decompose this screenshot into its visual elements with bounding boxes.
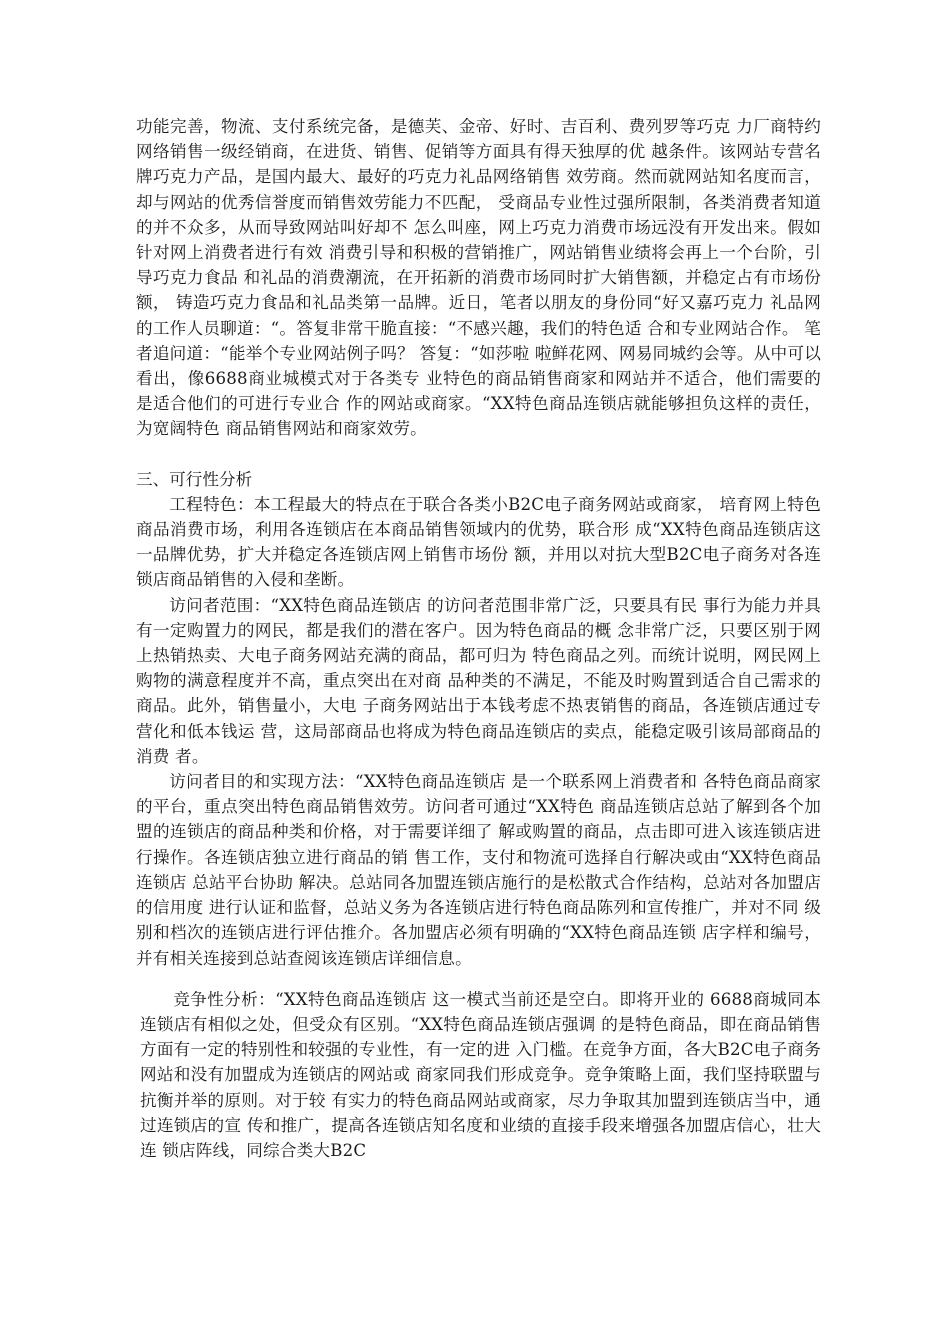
visitor-scope-paragraph: 访问者范围：“XX特色商品连锁店 的访问者范围非常广泛，只要具有民 事行为能力并具有一定购置力的网民，都是我们的潜在客户。因为特色商品的概 念非常广泛，只要区别于网上热销热卖、大电子商务网站充满的商品，都可归为 特色商品之列。而统计说明，网民网上购物的满意程度并不高，重点突出在对商 品种类的不满足，不能及时购置到适合自己需求的商品。此外，销售量小，大电 子商务网站出于本钱考虑不热衷销售的商品，各连锁店通过专营化和低本钱运 营，这局部商品也将成为特色商品连锁店的卖点，能稳定吸引该局部商品的消费 者。 xyxy=(136,595,821,766)
section-heading-feasibility: 三、可行性分析 xyxy=(136,469,253,489)
project-feature-paragraph: 工程特色：本工程最大的特点在于联合各类小B2C电子商务网站或商家， 培育网上特色商品消费市场，利用各连锁店在本商品销售领域内的优势，联合形 成“XX特色商品连锁店这一品牌优势，扩大并稳定各连锁店网上销售市场份 额，并用以对抗大型B2C电子商务对各连锁店商品销售的入侵和垄断。 xyxy=(136,494,821,590)
document-page xyxy=(136,114,821,1163)
intro-paragraph: 功能完善，物流、支付系统完备，是德芙、金帝、好时、吉百利、费列罗等巧克 力厂商特约网络销售一级经销商，在进货、销售、促销等方面具有得天独厚的优 越条件。该网站专营名牌巧克力产品，是国内最大、最好的巧克力礼品网络销售 效劳商。然而就网站知名度而言，却与网站的优秀信誉度而销售效劳能力不匹配， 受商品专业性过强所限制，各类消费者知道的并不众多，从而导致网站叫好却不 怎么叫座，网上巧克力消费市场远没有开发出来。假如针对网上消费者进行有效 消费引导和积极的营销推广，网站销售业绩将会再上一个台阶，引导巧克力食品 和礼品的消费潮流，在开拓新的消费市场同时扩大销售额，并稳定占有市场份额， 铸造巧克力食品和礼品类第一品牌。近日，笔者以朋友的身份同“好又嘉巧克力 礼品网 的工作人员聊道：“。答复非常干脆直接：“不感兴趣，我们的特色适 合和专业网站合作。 笔者追问道：“能举个专业网站例子吗？ 答复：“如莎啦 啦鲜花网、网易同城约会等。从中可以看出，像6688商业城模式对于各类专 业特色的商品销售商家和网站并不适合，他们需要的是适合他们的可进行专业合 作的网站或商家。“XX特色商品连锁店就能够担负这样的责任，为宽阔特色 商品销售网站和商家效劳。 xyxy=(136,117,821,439)
competition-analysis-paragraph: 竞争性分析：“XX特色商品连锁店 这一模式当前还是空白。即将开业的 6688商城同本连锁店有相似之处，但受众有区别。“XX特色商品连锁店强调 的是特色商品，即在商品销售方面有一定的特别性和较强的专业性，有一定的进 入门槛。在竞争方面，各大B2C电子商务网站和没有加盟成为连锁店的网站或 商家同我们形成竞争。竞争策略上面，我们坚持联盟与抗衡并举的原则。对于较 有实力的特色商品网站或商家，尽力争取其加盟到连锁店当中，通过连锁店的宣 传和推广，提高各连锁店知名度和业绩的直接手段来增强各加盟店信心，壮大连 锁店阵线，同综合类大B2C xyxy=(140,989,821,1160)
visitor-purpose-paragraph: 访问者目的和实现方法：“XX特色商品连锁店 是一个联系网上消费者和 各特色商品商家的平台，重点突出特色商品销售效劳。访问者可通过“XX特色 商品连锁店总站了解到各个加盟的连锁店的商品种类和价格，对于需要详细了 解或购置的商品，点击即可进入该连锁店进行操作。各连锁店独立进行商品的销 售工作，支付和物流可选择自行解决或由“XX特色商品连锁店 总站平台协助 解决。总站同各加盟连锁店施行的是松散式合作结构，总站对各加盟店的信用度 进行认证和监督，总站义务为各连锁店进行特色商品陈列和宣传推广，并对不同 级别和档次的连锁店进行评估推介。各加盟店必须有明确的“XX特色商品连锁 店字样和编号，并有相关连接到总站查阅该连锁店详细信息。 xyxy=(136,772,821,968)
